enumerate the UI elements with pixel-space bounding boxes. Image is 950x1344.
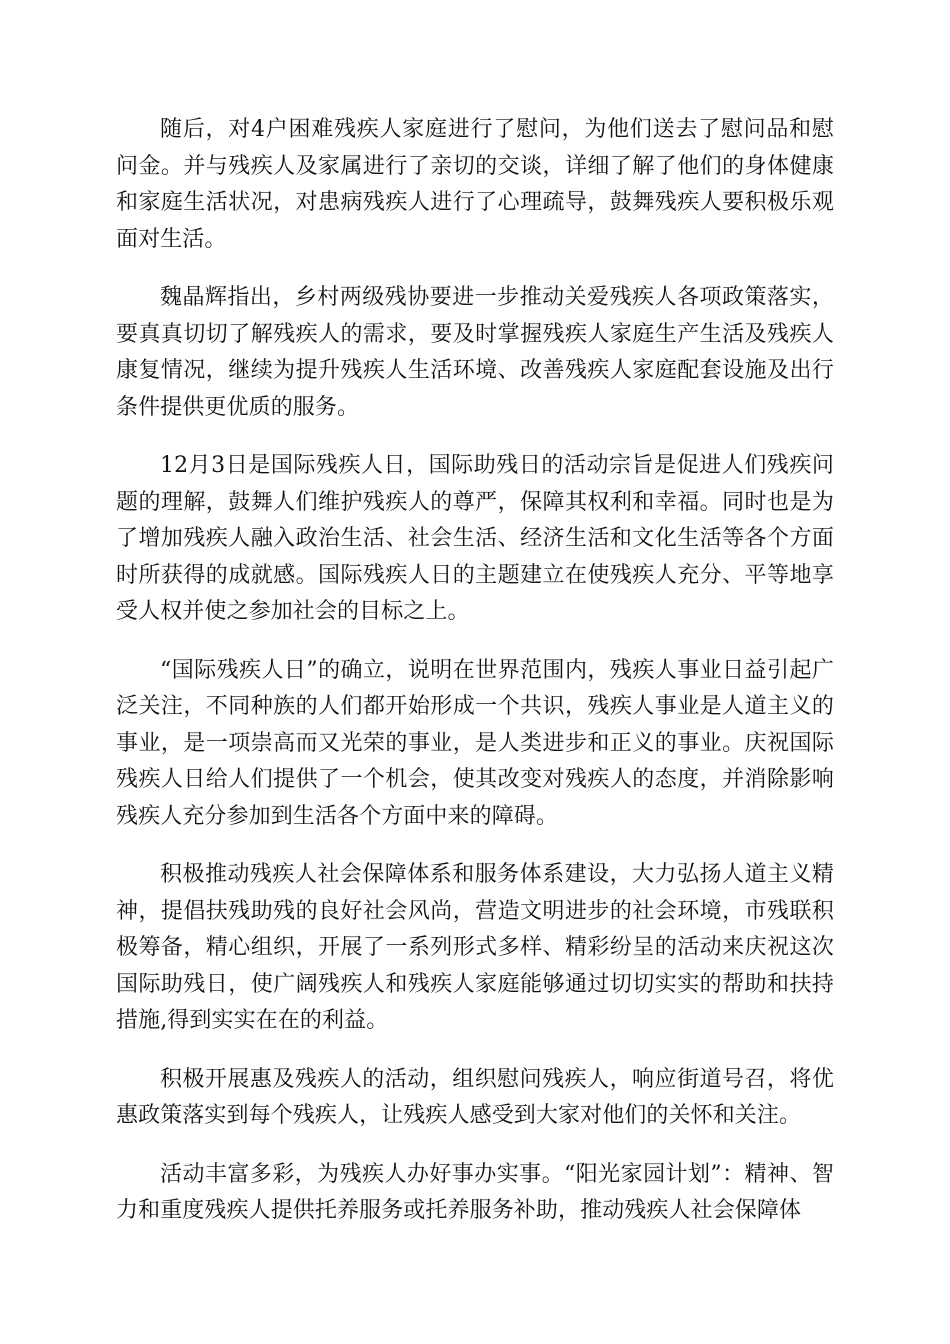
paragraph-beneficial-activities: 积极开展惠及残疾人的活动，组织慰问残疾人，响应街道号召，将优惠政策落实到每个残疾人，让残疾人感受到大家对他们的关怀和关注。	[116, 1066, 834, 1128]
paragraph-sunshine-home-plan: 活动丰富多彩，为残疾人办好事办实事。“阳光家园计划”：精神、智力和重度残疾人提供托养服务或托养服务补助，推动残疾人社会保障体	[116, 1161, 834, 1223]
paragraph-disability-day-purpose: 12月3日是国际残疾人日，国际助残日的活动宗旨是促进人们残疾问题的理解，鼓舞人们维护残疾人的尊严，保障其权利和幸福。同时也是为了增加残疾人融入政治生活、社会生活、经济生活和文化生活等各个方面时所获得的成就感。国际残疾人日的主题建立在使残疾人充分、平等地享受人权并使之参加社会的目标之上。	[116, 453, 834, 624]
document-body	[116, 112, 834, 1252]
paragraph-condolence-visit: 随后，对4户困难残疾人家庭进行了慰问，为他们送去了慰问品和慰问金。并与残疾人及家属进行了亲切的交谈，详细了解了他们的身体健康和家庭生活状况，对患病残疾人进行了心理疏导，鼓舞残疾人要积极乐观面对生活。	[116, 117, 834, 252]
paragraph-disability-day-significance: “国际残疾人日”的确立，说明在世界范围内，残疾人事业日益引起广泛关注，不同种族的人们都开始形成一个共识，残疾人事业是人道主义的事业，是一项崇高而又光荣的事业，是人类进步和正义的事业。庆祝国际残疾人日给人们提供了一个机会，使其改变对残疾人的态度，并消除影响残疾人充分参加到生活各个方面中来的障碍。	[116, 657, 834, 829]
paragraph-social-security-system: 积极推动残疾人社会保障体系和服务体系建设，大力弘扬人道主义精神，提倡扶残助残的良好社会风尚，营造文明进步的社会环境，市残联积极筹备，精心组织，开展了一系列形式多样、精彩纷呈的活动来庆祝这次国际助残日，使广阔残疾人和残疾人家庭能够通过切切实实的帮助和扶持措施,得到实实在在的利益。	[116, 862, 834, 1033]
paragraph-wei-jinghui-remarks: 魏晶辉指出，乡村两级残协要进一步推动关爱残疾人各项政策落实，要真真切切了解残疾人的需求，要及时掌握残疾人家庭生产生活及残疾人康复情况，继续为提升残疾人生活环境、改善残疾人家庭配套设施及出行条件提供更优质的服务。	[116, 285, 834, 420]
